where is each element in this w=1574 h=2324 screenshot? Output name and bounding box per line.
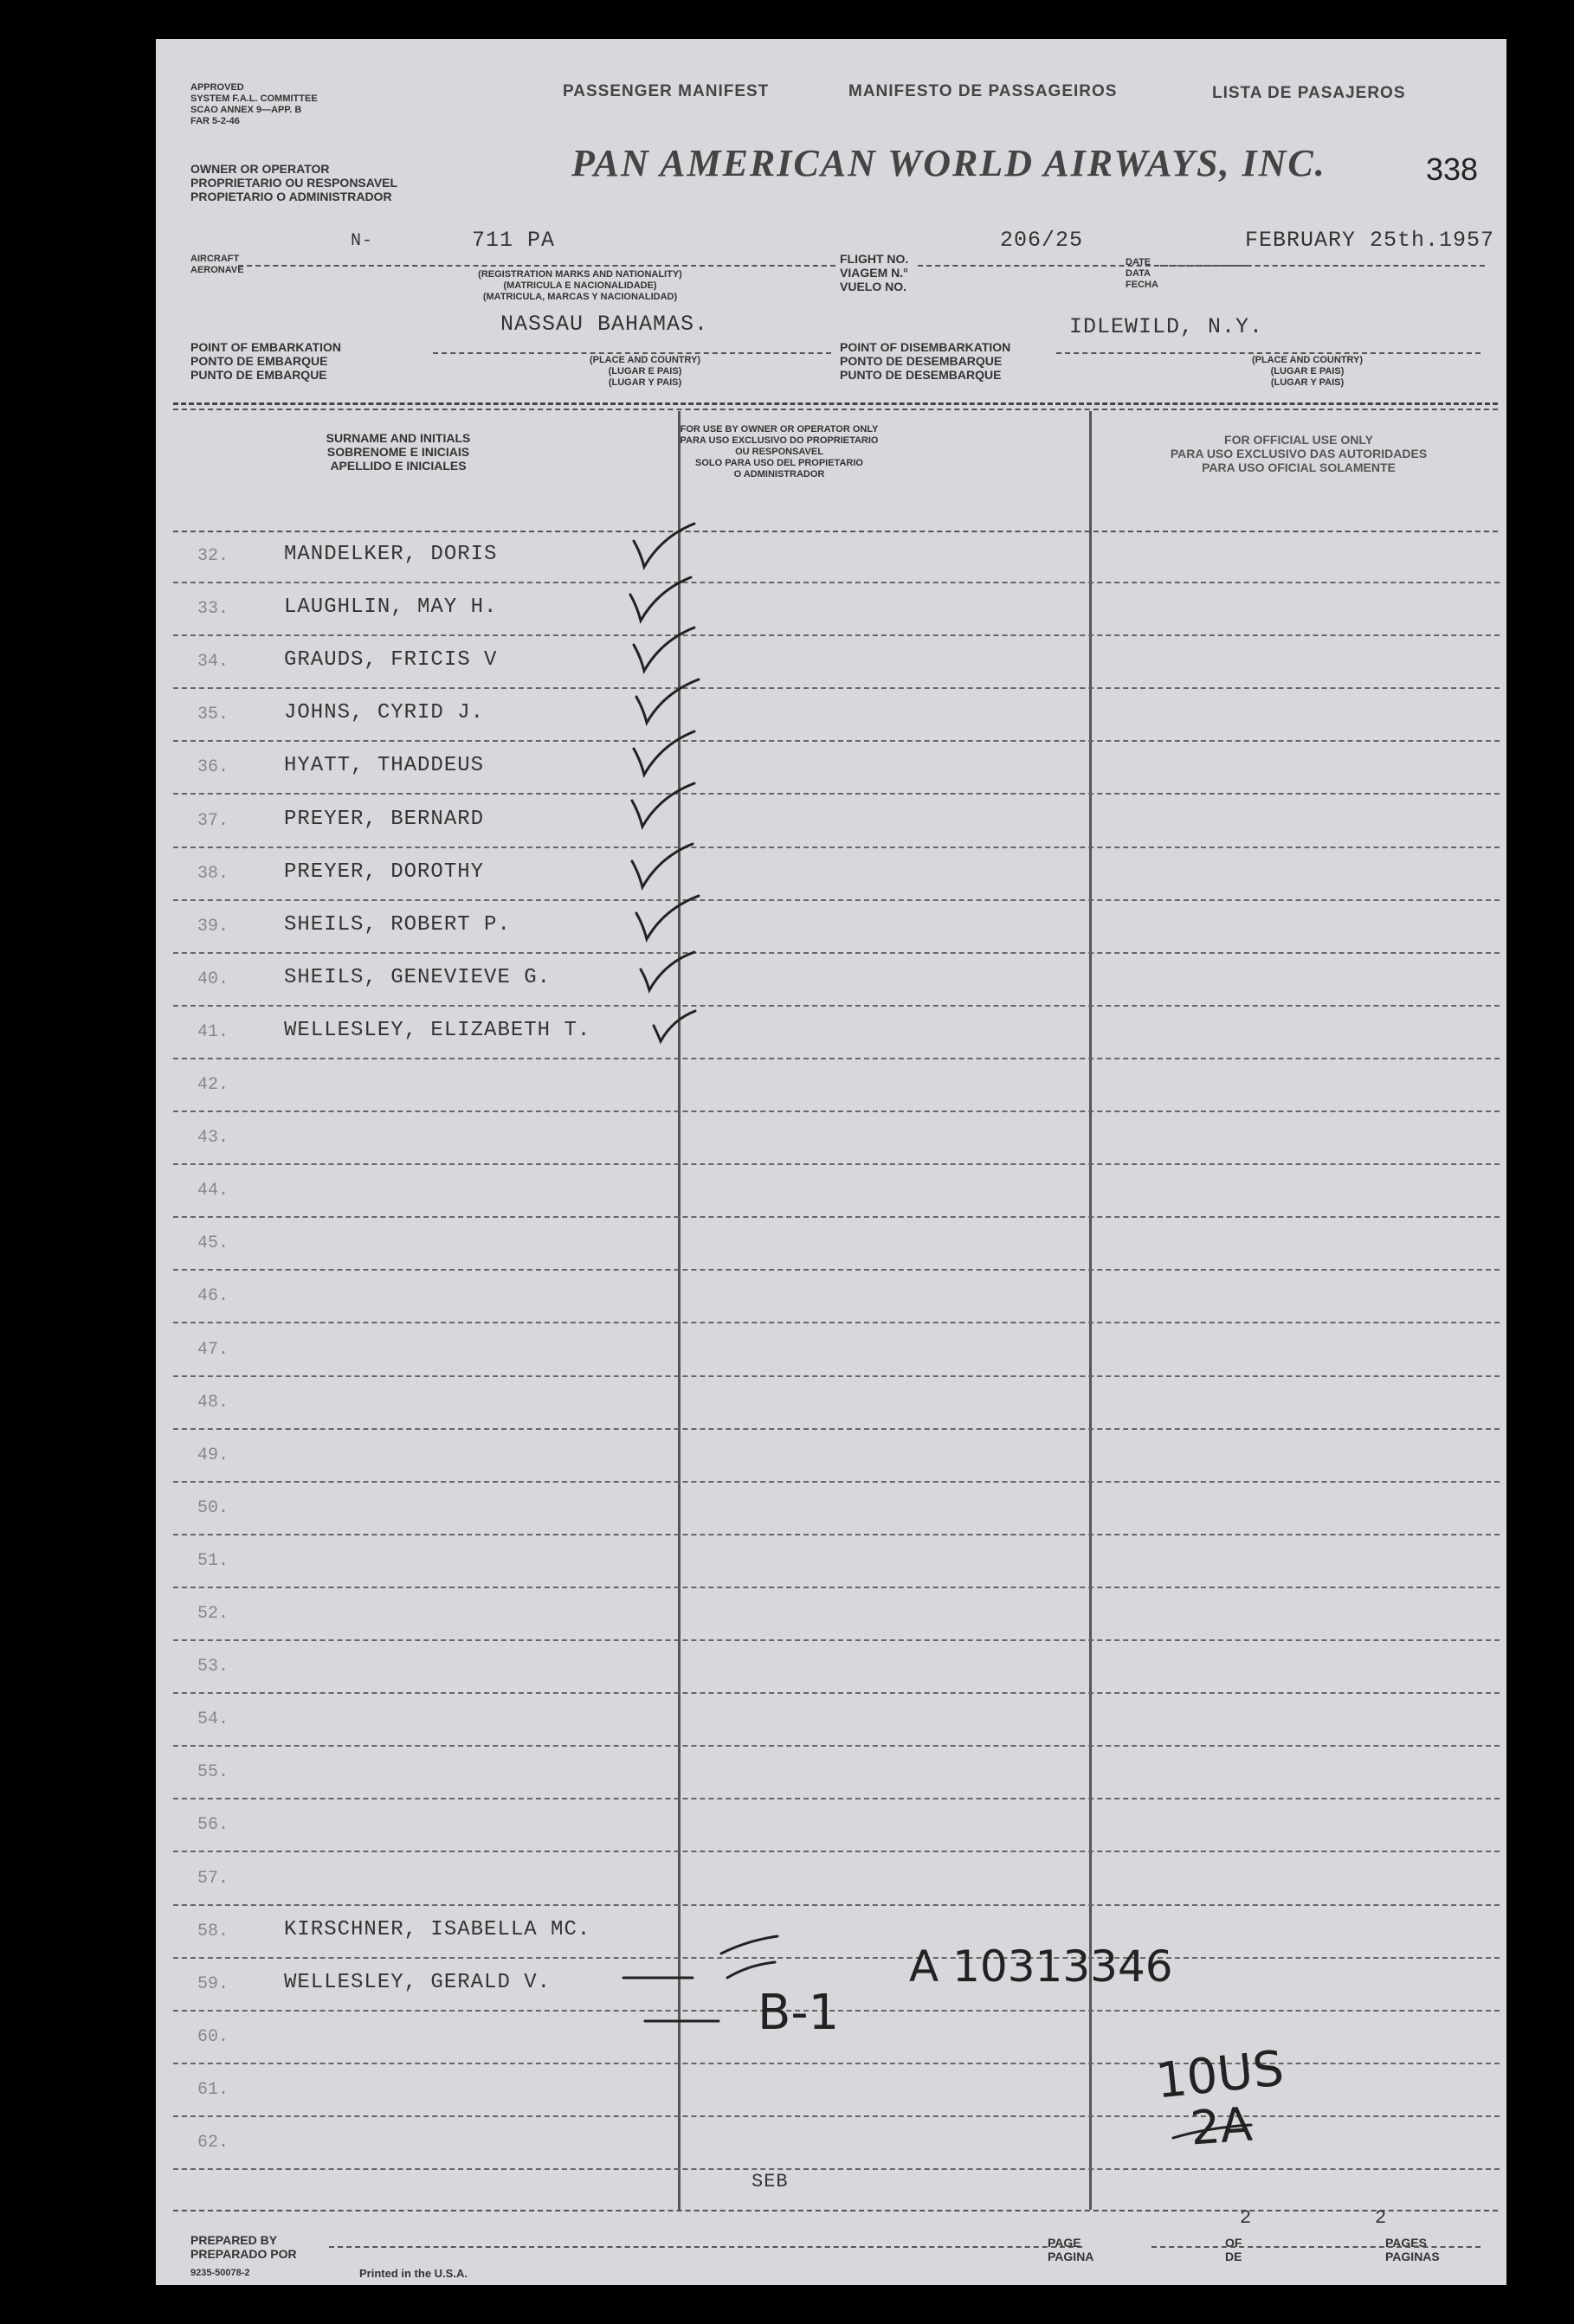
col-header-line: FOR OFFICIAL USE ONLY	[1224, 433, 1373, 447]
flight-label-line: VIAGEM N.°	[840, 266, 908, 280]
prepared-label-line: PREPARED BY	[190, 2233, 278, 2247]
row-number: 51.	[197, 1550, 229, 1571]
row-number: 41.	[197, 1021, 229, 1042]
title-passenger-manifest: PASSENGER MANIFEST	[563, 82, 770, 100]
prepared-underline	[329, 2246, 1082, 2248]
row-number: 38.	[197, 863, 229, 884]
passenger-name: SHEILS, GENEVIEVE G.	[284, 965, 552, 989]
row-number: 58.	[197, 1921, 229, 1941]
date-label-line: FECHA	[1126, 280, 1158, 290]
check-icon	[630, 577, 691, 621]
col-header-line: PARA USO EXCLUSIVO DAS AUTORIDADES	[1170, 447, 1428, 460]
registration-label-line: (REGISTRATION MARKS AND NATIONALITY)	[478, 269, 682, 280]
manifest-sheet	[156, 39, 1506, 2285]
aircraft-label-line: AERONAVE	[190, 265, 244, 275]
row-number: 36.	[197, 757, 229, 778]
title-lista-pasajeros: LISTA DE PASAJEROS	[1212, 84, 1406, 102]
place-label-line: (LUGAR Y PAIS)	[608, 377, 682, 388]
date-label-line: DATA	[1126, 268, 1151, 279]
disembarkation-label-line: POINT OF DISEMBARKATION	[840, 340, 1011, 354]
crossout-mark	[727, 1962, 775, 1978]
of-label-line: OF	[1225, 2236, 1242, 2250]
aircraft-label-line: AIRCRAFT	[190, 254, 240, 264]
page-label-line: PAGINA	[1048, 2250, 1094, 2263]
row-number: 62.	[197, 2133, 229, 2153]
page-label-line: PAGE	[1048, 2236, 1081, 2250]
col-header-line: SOLO PARA USO DEL PROPIETARIO	[695, 458, 863, 468]
approval-line: SYSTEM F.A.L. COMMITTEE	[190, 93, 318, 104]
page-underline	[1151, 2246, 1480, 2248]
printed-in-usa: Printed in the U.S.A.	[359, 2267, 468, 2280]
col-header-line: APELLIDO E INICIALES	[330, 459, 467, 473]
embarkation-label-line: PUNTO DE EMBARQUE	[190, 368, 327, 382]
title-manifesto-passageiros: MANIFESTO DE PASSAGEIROS	[848, 82, 1118, 100]
of-label	[1225, 2236, 1242, 2263]
row-number: 50.	[197, 1497, 229, 1518]
row-number: 32.	[197, 546, 229, 566]
row-number: 44.	[197, 1181, 229, 1201]
col-header-line: PARA USO EXCLUSIVO DO PROPRIETARIO	[680, 435, 879, 446]
form-number: 9235-50078-2	[190, 2268, 250, 2278]
row-number: 34.	[197, 652, 229, 673]
footer-rule	[173, 2210, 1498, 2211]
approval-line: APPROVED	[190, 82, 244, 93]
row-number: 55.	[197, 1762, 229, 1783]
flight-label-line: VUELO NO.	[840, 280, 907, 293]
flight-label-line: FLIGHT NO.	[840, 252, 909, 266]
passenger-name: MANDELKER, DORIS	[284, 543, 498, 566]
count-us-citizens: 10US	[1153, 2040, 1287, 2110]
col-header-line: FOR USE BY OWNER OR OPERATOR ONLY	[680, 424, 879, 435]
prepared-initials: SEB	[752, 2171, 789, 2192]
place-label-line: (PLACE AND COUNTRY)	[1251, 355, 1364, 365]
approval-line: SCAO ANNEX 9—APP. B	[190, 105, 302, 115]
passenger-name: HYATT, THADDEUS	[284, 754, 485, 778]
passenger-name: KIRSCHNER, ISABELLA MC.	[284, 1917, 591, 1941]
row-number: 37.	[197, 810, 229, 831]
row-number: 54.	[197, 1709, 229, 1730]
registration-label-line: (MATRICULA, MARCAS Y NACIONALIDAD)	[482, 292, 678, 302]
row-number: 33.	[197, 599, 229, 620]
place-label-line: (LUGAR E PAIS)	[608, 366, 682, 377]
page-number: 338	[1426, 151, 1479, 187]
checkmarks	[156, 39, 1506, 2285]
disembarkation-value: IDLEWILD, N.Y.	[1069, 314, 1264, 339]
aircraft-prefix: N-	[351, 231, 374, 251]
flight-number: 206/25	[1000, 228, 1084, 253]
check-icon	[634, 731, 694, 775]
visa-code: B-1	[758, 1985, 840, 2041]
disembarkation-label-line: PONTO DE DESEMBARQUE	[840, 354, 1003, 368]
alien-registration-number: A 10313346	[909, 1941, 1173, 1992]
crossout-mark	[721, 1936, 777, 1954]
pages-label	[1385, 2236, 1440, 2263]
col-header-line: SURNAME AND INITIALS	[326, 431, 471, 445]
row-number: 47.	[197, 1339, 229, 1360]
passenger-name: LAUGHLIN, MAY H.	[284, 595, 498, 620]
passenger-name: SHEILS, ROBERT P.	[284, 912, 511, 937]
disembarkation-label-line: PUNTO DE DESEMBARQUE	[840, 368, 1002, 382]
row-number: 40.	[197, 969, 229, 989]
row-number: 42.	[197, 1075, 229, 1095]
check-icon	[636, 896, 699, 939]
row-number: 39.	[197, 916, 229, 937]
passenger-name: WELLESLEY, ELIZABETH T.	[284, 1018, 591, 1042]
row-number: 52.	[197, 1604, 229, 1624]
row-number: 48.	[197, 1392, 229, 1413]
row-number: 61.	[197, 2079, 229, 2100]
owner-label-line: PROPRIETARIO OU RESPONSAVEL	[190, 176, 398, 190]
col-header-line: O ADMINISTRADOR	[733, 469, 825, 480]
place-label-line: (LUGAR E PAIS)	[1270, 366, 1345, 377]
passenger-name: PREYER, DOROTHY	[284, 859, 485, 884]
of-label-line: DE	[1225, 2250, 1242, 2263]
passenger-name: GRAUDS, FRICIS V	[284, 648, 498, 673]
check-icon	[641, 952, 694, 990]
row-number: 45.	[197, 1233, 229, 1254]
check-icon	[634, 628, 694, 671]
flight-date: FEBRUARY 25th.1957	[1245, 228, 1495, 253]
pages-label-line: PAGINAS	[1385, 2250, 1440, 2263]
embarkation-value: NASSAU BAHAMAS.	[500, 312, 709, 337]
passenger-name: PREYER, BERNARD	[284, 807, 485, 831]
row-number: 46.	[197, 1286, 229, 1307]
check-icon	[632, 844, 693, 887]
row-number: 57.	[197, 1868, 229, 1889]
row-number: 53.	[197, 1657, 229, 1677]
check-icon	[634, 524, 694, 567]
prepared-label-line: PREPARADO POR	[190, 2247, 297, 2261]
row-number: 35.	[197, 705, 229, 725]
count-aliens: 2A	[1188, 2096, 1255, 2156]
embarkation-label-line: POINT OF EMBARKATION	[190, 340, 341, 354]
col-header-line: OU RESPONSAVEL	[735, 447, 823, 457]
row-number: 59.	[197, 1973, 229, 1994]
airline-name: PAN AMERICAN WORLD AIRWAYS, INC.	[571, 142, 1326, 184]
pages-label-line: PAGES	[1385, 2236, 1427, 2250]
check-icon	[632, 783, 694, 827]
owner-label-line: PROPIETARIO O ADMINISTRADOR	[190, 190, 392, 203]
page-label	[1048, 2236, 1093, 2263]
aircraft-registration: 711 PA	[472, 228, 556, 253]
row-number: 56.	[197, 1815, 229, 1836]
row-number: 49.	[197, 1445, 229, 1465]
pages-value: 2	[1375, 2207, 1388, 2229]
passenger-name: WELLESLEY, GERALD V.	[284, 1970, 552, 1994]
passenger-name: JOHNS, CYRID J.	[284, 701, 485, 725]
col-header-line: SOBRENOME E INICIAIS	[326, 445, 470, 459]
approval-line: FAR 5-2-46	[190, 116, 240, 126]
check-icon	[654, 1011, 695, 1041]
row-number: 43.	[197, 1128, 229, 1149]
page-value: 2	[1240, 2207, 1253, 2229]
col-header-line: PARA USO OFICIAL SOLAMENTE	[1202, 460, 1396, 474]
date-label-line: DATE	[1126, 257, 1151, 267]
embarkation-label-line: PONTO DE EMBARQUE	[190, 354, 328, 368]
row-number: 60.	[197, 2026, 229, 2047]
place-label-line: (PLACE AND COUNTRY)	[589, 355, 701, 365]
owner-label-line: OWNER OR OPERATOR	[190, 162, 330, 176]
check-icon	[636, 679, 699, 723]
prepared-label	[190, 2233, 297, 2261]
place-label-line: (LUGAR Y PAIS)	[1270, 377, 1345, 388]
registration-label-line: (MATRICULA E NACIONALIDADE)	[503, 280, 657, 291]
